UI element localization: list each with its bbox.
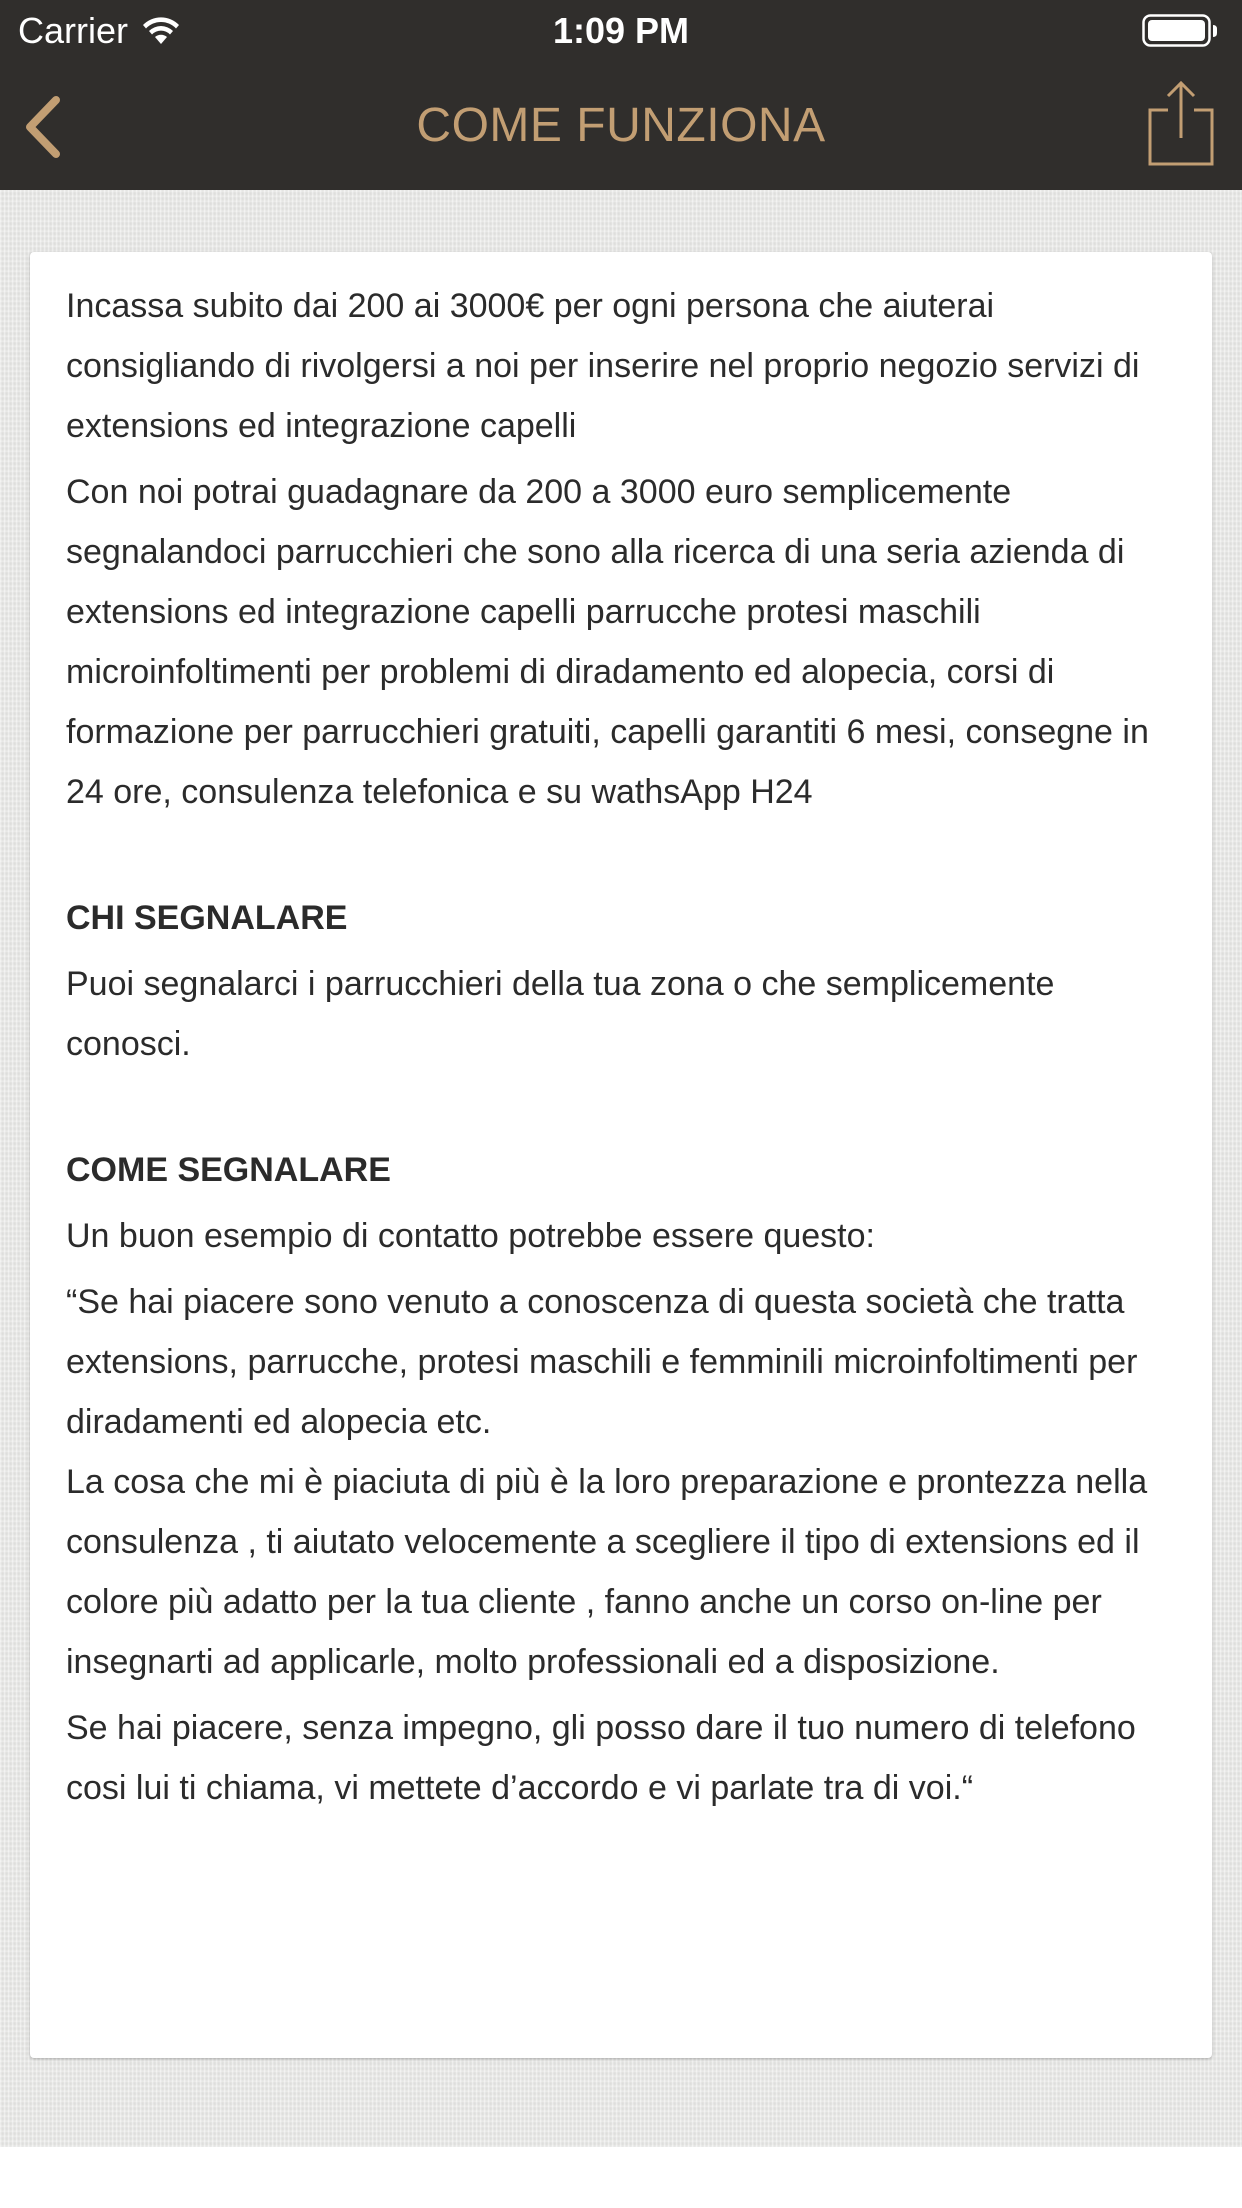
navigation-bar (0, 64, 1242, 190)
battery-icon (1142, 14, 1218, 53)
share-icon (1146, 80, 1216, 168)
status-time: 1:09 PM (552, 10, 690, 51)
section-text-come-segnalare-1: Un buon esempio di contatto potrebbe essere questo: (66, 1217, 875, 1255)
bottom-area (0, 2147, 1242, 2208)
section-heading-chi-segnalare: CHI SEGNALARE (66, 899, 348, 937)
section-text-chi-segnalare: Puoi segnalarci i parrucchieri della tua zona o che semplicemente conosci. (66, 965, 1055, 1063)
content-background (0, 190, 1242, 2147)
intro-paragraph-2: Con noi potrai guadagnare da 200 a 3000 euro semplicemente segnalandoci parrucchieri che sono alla ricerca di una seria azienda di extensions ed integrazione capelli parrucche protesi maschili microinfoltimenti per problemi di diradamento ed alopecia, corsi di formazione per parrucchieri gratuiti, capelli garantiti 6 mesi, consegne in 24 ore, consulenza telefonica e su wathsApp H24 (66, 473, 1149, 811)
status-bar (0, 0, 1242, 64)
section-text-come-segnalare-3: La cosa che mi è piaciuta di più è la loro preparazione e prontezza nella consulenza , ti aiutato velocemente a scegliere il tipo di extensions ed il colore più adatto per la tua cliente , fanno anche un corso on-line per insegnarti ad applicarle, molto professionali ed a disposizione. (66, 1463, 1148, 1681)
section-text-come-segnalare-4: Se hai piacere, senza impegno, gli posso dare il tuo numero di telefono cosi lui ti chiama, vi mettete d’accordo e vi parlate tra di voi.“ (66, 1709, 1136, 1807)
page-title: COME FUNZIONA (416, 99, 826, 152)
carrier-label: Carrier (18, 10, 129, 51)
share-button[interactable] (1146, 80, 1216, 168)
section-text-come-segnalare-2: “Se hai piacere sono venuto a conoscenza di questa società che tratta extensions, parrucche, protesi maschili e femminili microinfoltimenti per diradamenti ed alopecia etc. (66, 1283, 1138, 1441)
intro-paragraph-1: Incassa subito dai 200 ai 3000€ per ogni persona che aiuterai consigliando di rivolgersi a noi per inserire nel proprio negozio servizi di extensions ed integrazione capelli (66, 287, 1140, 445)
section-heading-come-segnalare: COME SEGNALARE (66, 1151, 391, 1189)
info-card[interactable] (30, 252, 1212, 2058)
